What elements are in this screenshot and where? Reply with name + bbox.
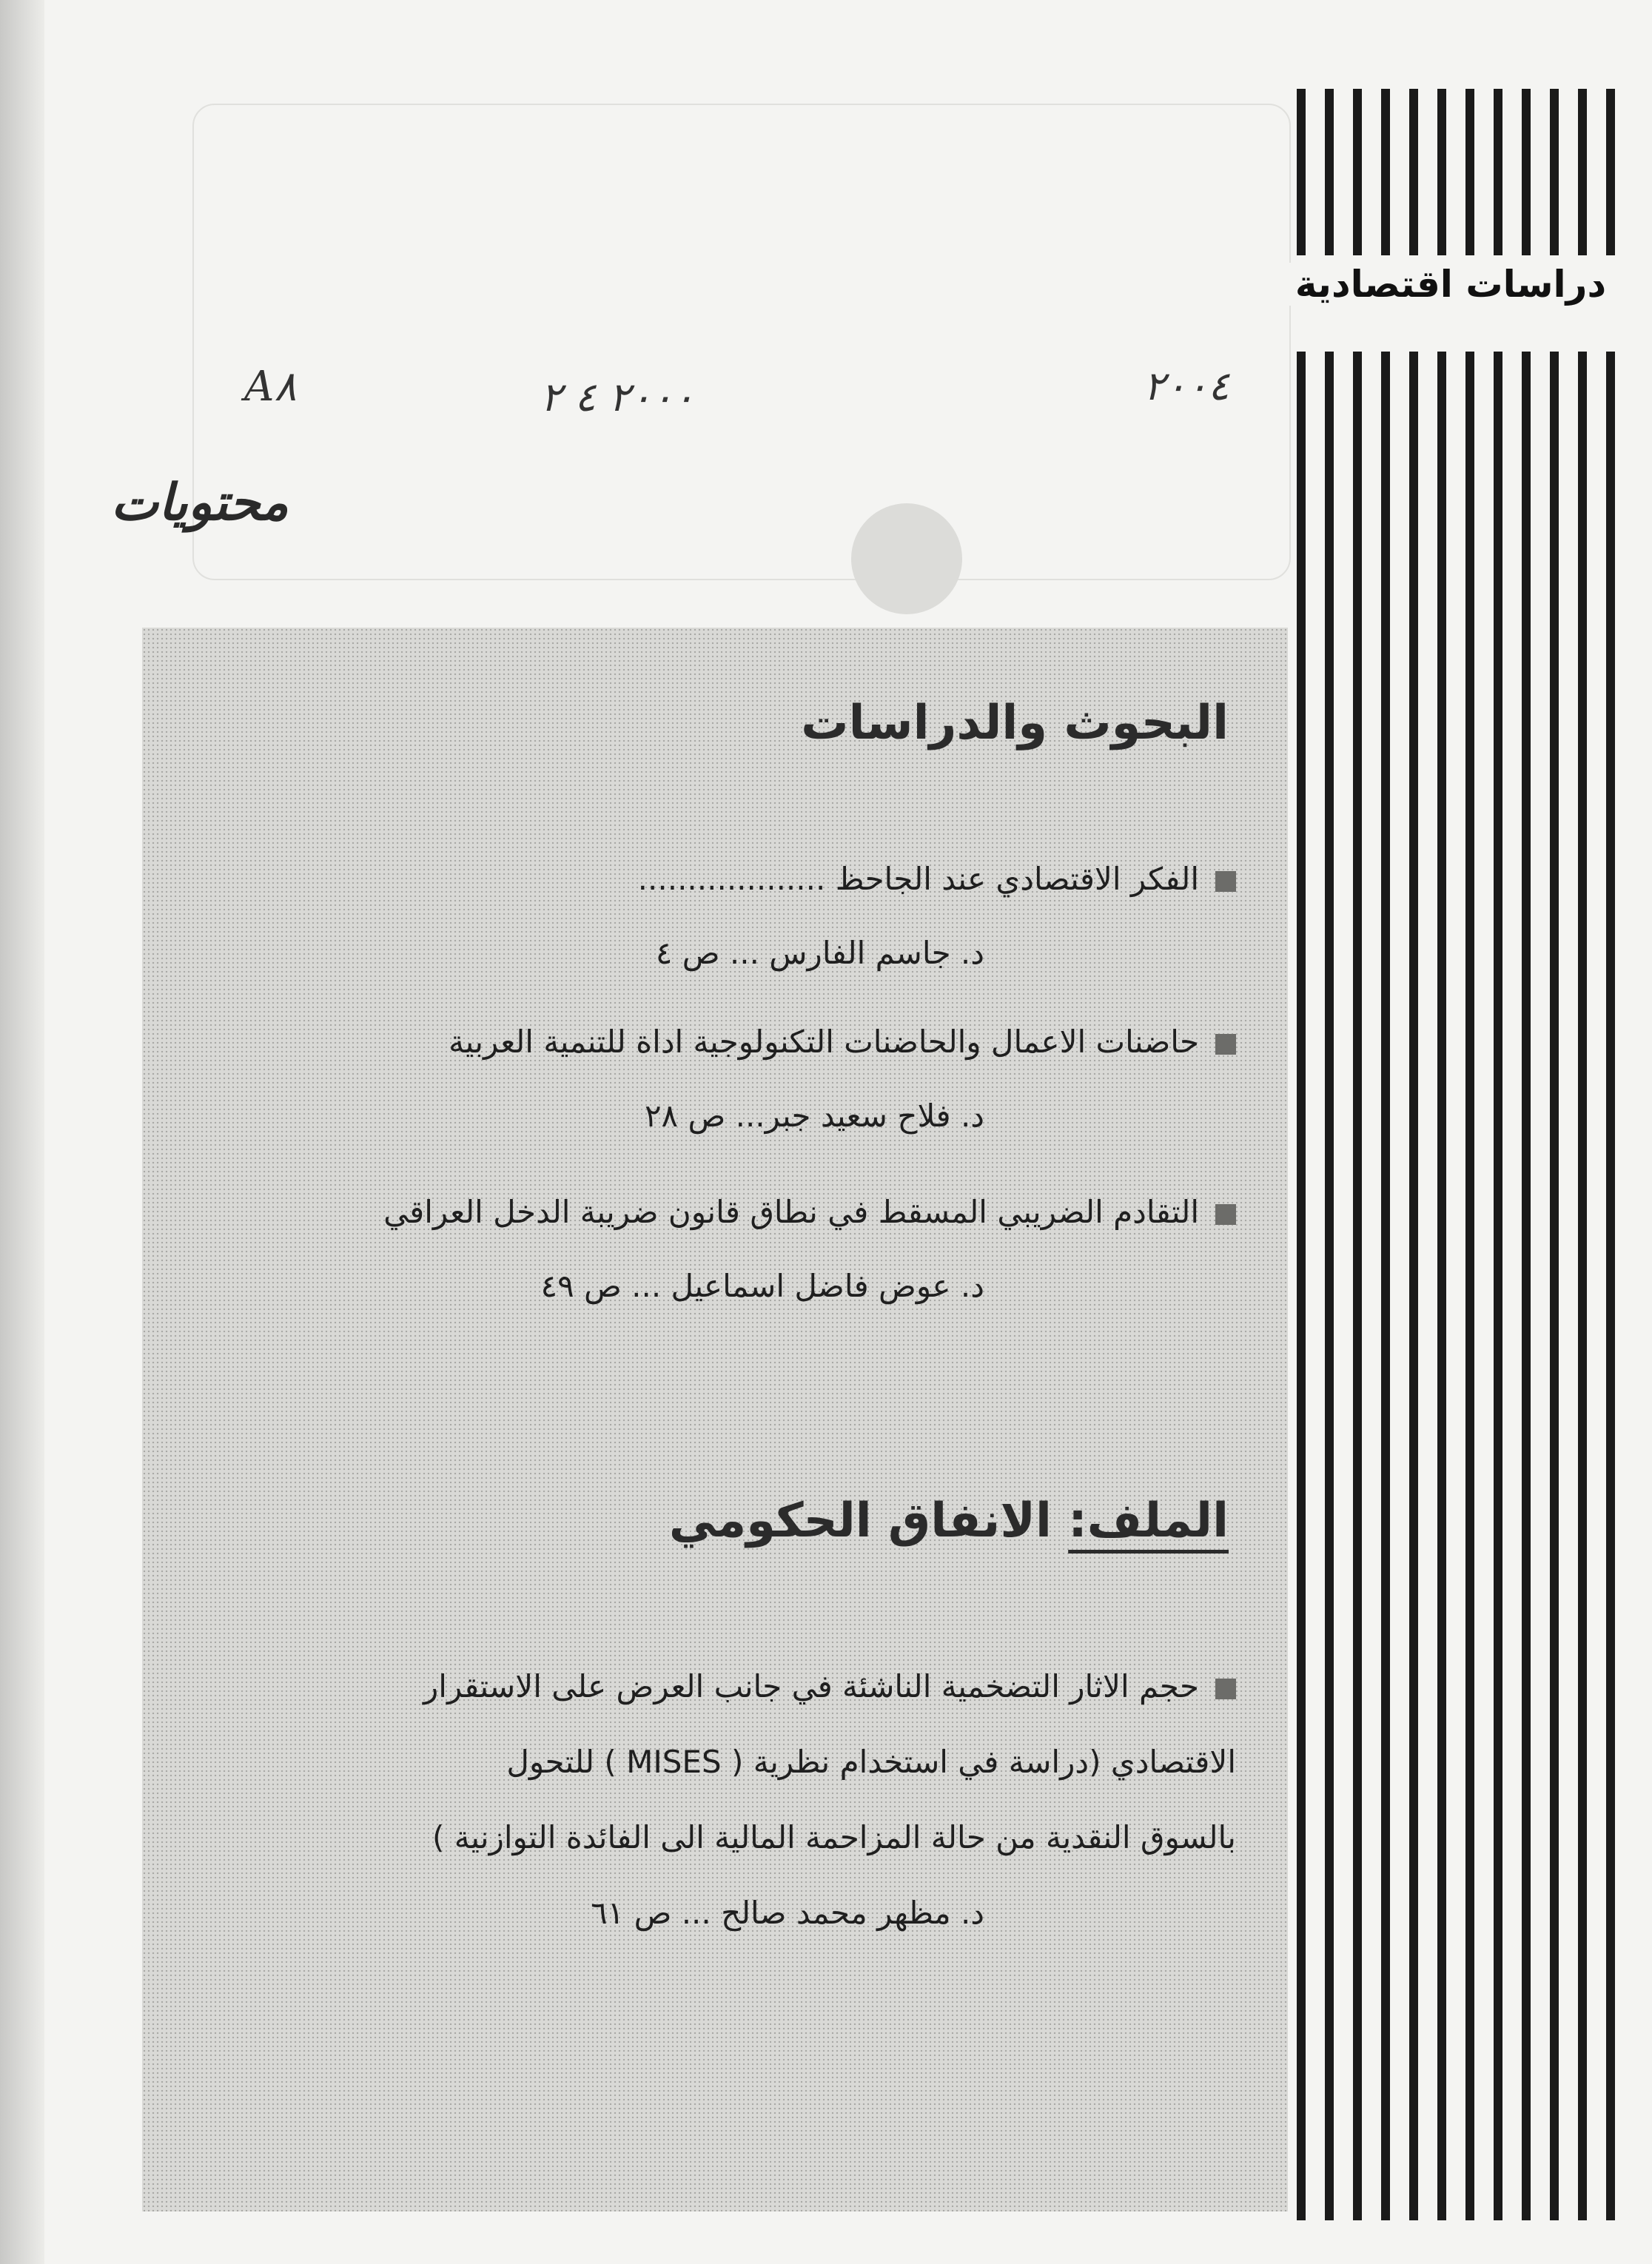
contents-panel (142, 628, 1288, 2211)
entry-title-line (200, 1649, 1236, 1724)
journal-title: دراسات اقتصادية (1288, 263, 1614, 306)
square-bullet-icon (1215, 1204, 1236, 1225)
square-bullet-icon (1215, 1034, 1236, 1055)
file-topic: الانفاق الحكومي (668, 1494, 1052, 1548)
handwritten-reference: A٨ (244, 363, 297, 411)
section-title-research: البحوث والدراسات (801, 696, 1229, 750)
dot-leader: ................... (637, 861, 826, 897)
bleed-through-emblem (851, 503, 962, 614)
stripes-top (1297, 89, 1615, 255)
entry-author-page: د. جاسم الفارس ... ص ٤ (655, 935, 984, 971)
toc-entry[interactable] (200, 1175, 1236, 1323)
entry-title: الفكر الاقتصادي عند الجاحظ (835, 861, 1199, 897)
entry-title: حاضنات الاعمال والحاضنات التكنولوجية اداة للتنمية العربية (449, 1024, 1199, 1060)
entry-title: حجم الاثار التضخمية الناشئة في جانب العرض على الاستقرار (423, 1668, 1199, 1704)
stripes-bottom (1297, 352, 1615, 2220)
entry-title-line (200, 842, 1236, 916)
handwritten-year: ٢٠٠٤ (1144, 363, 1230, 409)
bleed-through-frame (192, 104, 1291, 580)
toc-heading: محتويات (111, 474, 289, 532)
entry-title-line (200, 1005, 1236, 1079)
toc-entry[interactable] (200, 1005, 1236, 1153)
entry-author-page: د. فلاح سعيد جبر... ص ٢٨ (645, 1098, 984, 1134)
entry-title: التقادم الضريبي المسقط في نطاق قانون ضريبة الدخل العراقي (383, 1194, 1199, 1230)
toc-entry[interactable] (200, 1649, 1236, 1951)
square-bullet-icon (1215, 1679, 1236, 1699)
file-label: الملف: (1068, 1494, 1229, 1548)
entry-title-line (200, 1175, 1236, 1249)
toc-entry[interactable] (200, 842, 1236, 990)
section-title-file (669, 1494, 1229, 1548)
entry-author-page: د. مظهر محمد صالح ... ص ٦١ (591, 1895, 984, 1931)
handwritten-date: ٢٠٠٠ ٤ ٢ (540, 374, 695, 420)
entry-title-line: الاقتصادي (دراسة في استخدام نظرية ( MISES ) للتحول (506, 1744, 1236, 1780)
square-bullet-icon (1215, 871, 1236, 892)
scan-edge-shadow (0, 0, 44, 2264)
entry-author-page: د. عوض فاضل اسماعيل ... ص ٤٩ (540, 1268, 984, 1304)
decorative-stripes (1297, 89, 1615, 2220)
entry-title-line: بالسوق النقدية من حالة المزاحمة المالية الى الفائدة التوازنية ) (432, 1819, 1236, 1855)
